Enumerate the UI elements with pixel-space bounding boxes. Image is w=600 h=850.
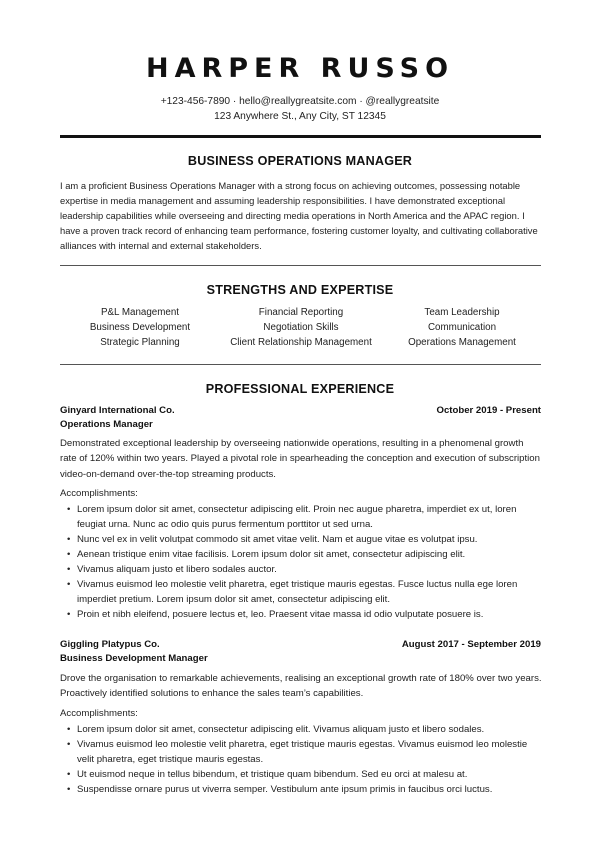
strength-item: Financial Reporting	[258, 307, 344, 318]
list-item: • Aenean tristique enim vitae facilisis. Lorem ipsum dolor sit amet, consectetur adipiscing elit.	[77, 547, 542, 562]
list-item: • Lorem ipsum dolor sit amet, consectetur adipiscing elit. Vivamus aliquam justo et libero sodales.	[77, 722, 542, 737]
accomplishments-list	[60, 722, 542, 797]
section-divider	[60, 364, 541, 365]
job-header	[60, 404, 541, 432]
job-role: Operations Manager	[60, 419, 153, 430]
contact-line-phone-email-handle: +123-456-7890 · hello@reallygreatsite.com · @reallygreatsite	[160, 96, 440, 107]
list-item: • Vivamus aliquam justo et libero sodales auctor.	[77, 562, 542, 577]
list-item: • Lorem ipsum dolor sit amet, consectetur adipiscing elit. Proin nec augue pharetra, imperdiet ex ut, loren feugiat urna. Nunc ac odio quis purus fermentum porttitor ut sed urna.	[77, 502, 542, 532]
strengths-grid	[60, 305, 542, 351]
accomplishments-list	[60, 502, 542, 622]
job-company: Giggling Platypus Co.	[60, 639, 160, 650]
contact-line-address: 123 Anywhere St., Any City, ST 12345	[214, 111, 386, 122]
job-header	[60, 638, 541, 666]
strength-item: Client Relationship Management	[230, 337, 372, 349]
job-role: Business Development Manager	[60, 653, 208, 664]
list-item: • Proin et nibh eleifend, posuere lectus et, leo. Praesent vitae massa id odio vulputate posuere is.	[77, 607, 542, 622]
strengths-column	[60, 305, 220, 351]
section-divider	[60, 265, 541, 266]
list-item: • Ut euismod neque in tellus bibendum, et tristique quam bibendum. Sed eu orci at malesu at.	[77, 767, 542, 782]
accomplishments-label: Accomplishments:	[60, 488, 138, 499]
strength-item: Negotiation Skills	[263, 322, 339, 334]
job-dates: August 2017 - September 2019	[401, 639, 541, 650]
list-item: • Vivamus euismod leo molestie velit pharetra, eget tristique mauris egestas. Fusce luctus nulla ege loren imperdiet pretium. Lorem ipsum dolor sit amet, consectetur adipiscing elit.	[77, 577, 542, 607]
strengths-column	[382, 305, 542, 351]
experience-title: PROFESSIONAL EXPERIENCE	[205, 382, 395, 396]
strength-item: Team Leadership	[424, 307, 500, 318]
job-description: Drove the organisation to remarkable achievements, realising an exceptional growth rate of 180% over two years. Proactively identified solutions to enhance the sales team’s capabilities.	[60, 673, 542, 700]
list-item: • Nunc vel ex in velit volutpat commodo sit amet vitae velit. Nam et augue vitae es volutpat ipsu.	[77, 532, 542, 547]
strength-item: Business Development	[89, 322, 191, 334]
header-divider	[60, 135, 541, 138]
list-item: • Suspendisse ornare purus ut viverra semper. Vestibulum ante ipsum primis in faucibus orci luctus.	[77, 782, 542, 797]
strength-item: Strategic Planning	[100, 337, 180, 349]
summary-text: I am a proficient Business Operations Manager with a strong focus on achieving outcomes, possessing notable expertise in media management and assuming leadership responsibilities. I have demonstrated exceptional leadership capabilities while overseeing and directing media operations in North America and the APAC region. I have a proven track record of enhancing team performance, fostering customer loyalty, and cultivating collaborative alliances with internal and external stakeholders.	[60, 180, 538, 251]
accomplishments-label: Accomplishments:	[60, 708, 138, 719]
candidate-name: HARPER RUSSO	[145, 53, 455, 84]
job-dates: October 2019 - Present	[436, 405, 541, 416]
strength-item: P&L Management	[100, 307, 180, 318]
summary-title: BUSINESS OPERATIONS MANAGER	[187, 154, 413, 168]
job-company: Ginyard International Co.	[60, 405, 175, 416]
strength-item: Communication	[427, 322, 497, 334]
strength-item: Operations Management	[408, 337, 516, 349]
strengths-title: STRENGTHS AND EXPERTISE	[206, 283, 394, 297]
list-item: • Vivamus euismod leo molestie velit pharetra, eget tristique mauris egestas. Vivamus euismod leo molestie velit pharetra, eget tristique mauris egestas.	[77, 737, 542, 767]
job-description: Demonstrated exceptional leadership by overseeing nationwide operations, resulting in a phenomenal growth rate of 120% within two years. Played a pivotal role in spearheading the conception and execution of subscription video-on-demand over-the-top streaming products.	[60, 438, 540, 480]
strengths-column	[221, 305, 381, 351]
